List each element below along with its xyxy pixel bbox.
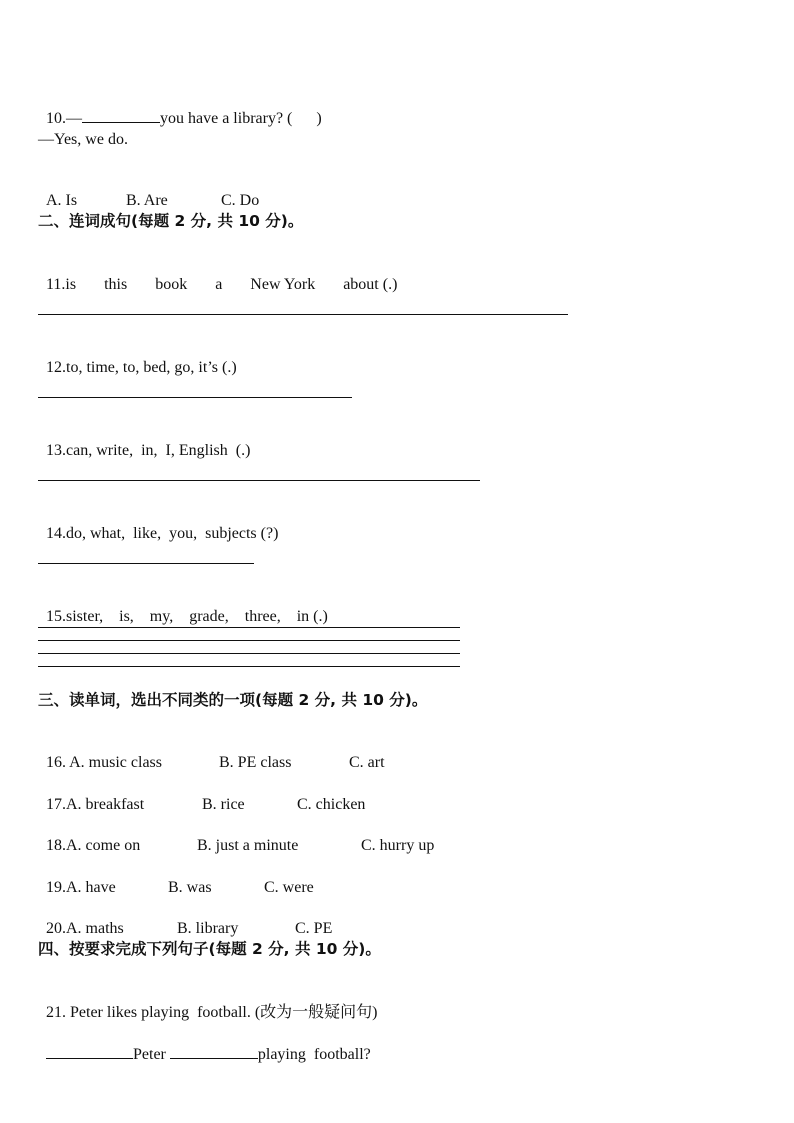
answer-text-end: playing football? [257,1046,371,1063]
option-b: B. just a minute [197,837,299,854]
answer-blank[interactable] [82,108,160,123]
answer-line-12[interactable] [38,397,352,398]
option-a: A. breakfast [66,796,145,813]
answer-line-11[interactable] [38,314,568,315]
question-14 [38,504,278,544]
question-11 [38,255,397,295]
question-number: 12. [46,359,66,376]
question-number: 13. [46,442,66,459]
answer-line-15b[interactable] [38,640,460,641]
question-number: 19. [46,879,66,896]
option-c: C. were [264,879,314,896]
question-19 [38,858,314,898]
question-text: can, write, in, I, English (.) [66,442,251,459]
question-text: do, what, like, you, subjects (?) [66,525,279,542]
question-21-answer [38,1024,371,1065]
option-b: B. rice [202,796,245,813]
option-b: B. PE class [219,754,292,771]
question-16 [38,733,385,773]
question-number: 11. [46,276,66,293]
option-b: B. was [168,879,212,896]
question-number: 17. [46,796,66,813]
question-12 [38,338,237,378]
answer-blank-1[interactable] [46,1044,133,1059]
option-a: A. come on [66,837,141,854]
answer-text-mid: Peter [133,1046,170,1063]
question-text: you have a library? ( ) [160,110,322,127]
question-20 [38,899,332,939]
option-b: B. library [177,920,239,937]
answer-line-15d[interactable] [38,666,460,667]
question-text: is this book a New York about (.) [65,276,398,293]
question-number: 18. [46,837,66,854]
answer-line-15a[interactable] [38,627,460,628]
option-a: A. Is [46,192,78,209]
dash: — [66,110,82,127]
option-c: C. Do [221,192,260,209]
question-number: 20. [46,920,66,937]
question-number: 16. [46,754,66,771]
option-c: C. art [349,754,385,771]
option-a: A. maths [66,920,124,937]
section-3-title: 三、读单词，选出不同类的一项(每题 2 分, 共 10 分)。 [38,691,428,709]
answer-line-13[interactable] [38,480,480,481]
option-c: C. hurry up [361,837,435,854]
question-text: Peter likes playing football. (改为一般疑问句) [66,1004,378,1021]
question-18 [38,816,434,856]
question-text: sister, is, my, grade, three, in (.) [66,608,328,625]
option-c: C. PE [295,920,333,937]
section-2-title: 二、连词成句(每题 2 分, 共 10 分)。 [38,212,304,230]
question-13 [38,421,250,461]
option-a: A. have [66,879,116,896]
question-text: to, time, to, bed, go, it’s (.) [66,359,237,376]
option-a: A. music class [66,754,162,771]
question-number: 10. [46,110,66,127]
question-21 [38,983,378,1023]
answer-blank-2[interactable] [170,1044,258,1059]
option-c: C. chicken [297,796,366,813]
option-b: B. Are [126,192,168,209]
question-number: 14. [46,525,66,542]
section-4-title: 四、按要求完成下列句子(每题 2 分, 共 10 分)。 [38,940,381,958]
answer-line-15c[interactable] [38,653,460,654]
question-number: 21. [46,1004,66,1021]
question-10 [38,88,322,129]
question-17 [38,775,365,815]
question-10-options [38,171,259,211]
question-15 [38,587,328,627]
question-10-reply: —Yes, we do. [38,131,128,148]
answer-line-14[interactable] [38,563,254,564]
question-number: 15. [46,608,66,625]
